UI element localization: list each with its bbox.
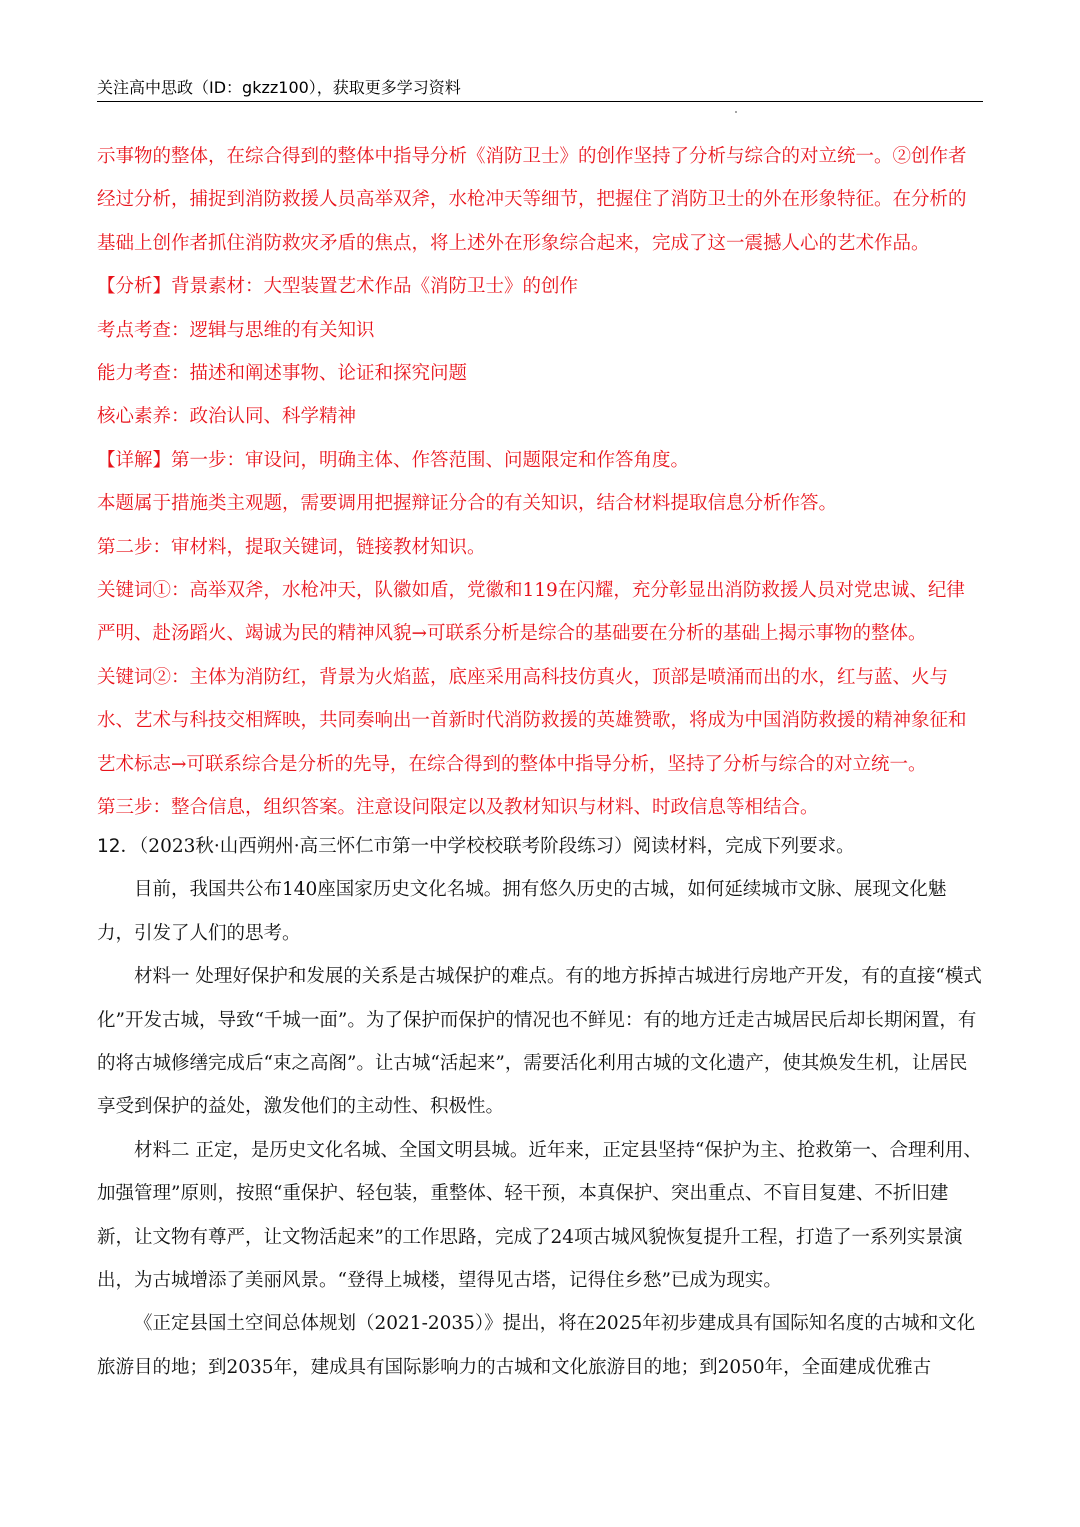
- keyword-2: 关键词②：主体为消防红，背景为火焰蓝，底座采用高科技仿真火，顶部是喷涌而出的水，红与蓝、火与水、艺术与科技交相辉映，共同奏响出一首新时代消防救援的英雄赞歌，将成为中国消防救援的精神象征和艺术标志→可联系综合是分析的先导，在综合得到的整体中指导分析，坚持了分析与综合的对立统一。: [97, 666, 967, 775]
- analysis-line: 【分析】背景素材：大型装置艺术作品《消防卫士》的创作: [97, 276, 579, 298]
- knowledge-point-line: 考点考查：逻辑与思维的有关知识: [97, 319, 375, 341]
- explanation-step3: 第三步：整合信息，组织答案。注意设问限定以及教材知识与材料、时政信息等相结合。: [97, 797, 819, 819]
- material-one: 材料一 处理好保护和发展的关系是古城保护的难点。有的地方拆掉古城进行房地产开发，有的直接“模式化”开发古城，导致“千城一面”。为了保护而保护的情况也不鲜见：有的地方迁走古城居民后却长期闲置，有的将古城修缮完成后“束之高阁”。让古城“活起来”，需要活化利用古城的文化遗产，使其焕发生机，让居民享受到保护的益处，激发他们的主动性、积极性。: [97, 966, 982, 1118]
- ability-line: 能力考查：描述和阐述事物、论证和探究问题: [97, 363, 468, 385]
- explanation-step1: 【详解】第一步：审设问，明确主体、作答范围、问题限定和作答角度。: [97, 449, 690, 471]
- stray-dot: [735, 111, 737, 113]
- answer-section: [97, 135, 983, 830]
- question-number: 12．: [97, 836, 140, 857]
- keyword-1: 关键词①：高举双斧，水枪冲天，队徽如盾，党徽和119在闪耀，充分彰显出消防救援人员对党忠诚、纪律严明、赴汤蹈火、竭诚为民的精神风貌→可联系分析是综合的基础要在分析的基础上揭示事物的整体。: [97, 580, 965, 645]
- header-divider: [97, 101, 983, 102]
- question-intro: 目前，我国共公布140座国家历史文化名城。拥有悠久历史的古城，如何延续城市文脉、展现文化魅力，引发了人们的思考。: [97, 879, 947, 944]
- question-section: [97, 825, 983, 1389]
- plan-paragraph: 《正定县国土空间总体规划（2021-2035）》提出，将在2025年初步建成具有国际知名度的古城和文化旅游目的地；到2035年，建成具有国际影响力的古城和文化旅游目的地；到2050年，全面建成优雅古: [97, 1313, 976, 1378]
- material-two: 材料二 正定，是历史文化名城、全国文明县城。近年来，正定县坚持“保护为主、抢救第一、合理利用、加强管理”原则，按照“重保护、轻包装，重整体、轻干预，本真保护、突出重点、不盲目复建、不折旧建新，让文物有尊严，让文物活起来”的工作思路，完成了24项古城风貌恢复提升工程，打造了一系列实景演出，为古城增添了美丽风景。“登得上城楼，望得见古塔，记得住乡愁”已成为现实。: [97, 1139, 982, 1292]
- core-literacy-line: 核心素养：政治认同、科学精神: [97, 406, 357, 428]
- page-header: 关注高中思政（ID：gkzz100），获取更多学习资料: [97, 78, 461, 97]
- answer-line: 示事物的整体，在综合得到的整体中指导分析《消防卫士》的创作坚持了分析与综合的对立统一。②创作者经过分析，捕捉到消防救援人员高举双斧，水枪冲天等细节，把握住了消防卫士的外在形象特征。在分析的基础上创作者抓住消防救灾矛盾的焦点，将上述外在形象综合起来，完成了这一震撼人心的艺术作品。: [97, 146, 967, 254]
- question-heading: [97, 825, 983, 868]
- explanation-step2: 第二步：审材料，提取关键词，链接教材知识。: [97, 536, 486, 558]
- explanation-type: 本题属于措施类主观题，需要调用把握辩证分合的有关知识，结合材料提取信息分析作答。: [97, 493, 838, 515]
- question-source: （2023秋·山西朔州·高三怀仁市第一中学校校联考阶段练习）阅读材料，完成下列要求。: [139, 836, 855, 857]
